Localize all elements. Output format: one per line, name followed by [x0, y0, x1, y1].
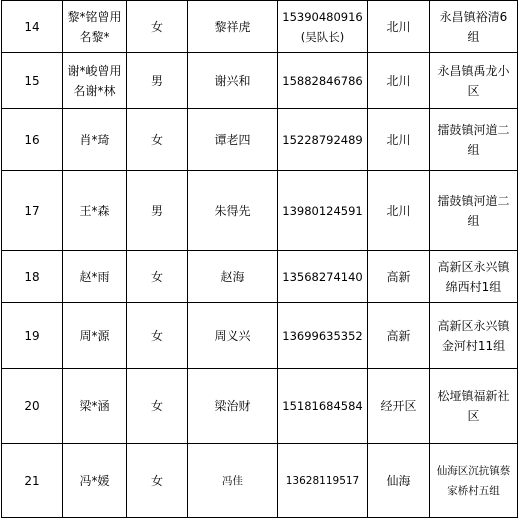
table-row — [2, 251, 518, 303]
table-row — [2, 1, 518, 53]
address: 松垭镇福新社区 — [430, 369, 518, 444]
person-name: 王*森 — [63, 171, 127, 251]
table-body — [2, 1, 518, 518]
table-row — [2, 444, 518, 518]
row-number: 21 — [2, 444, 63, 518]
address: 永昌镇裕清6组 — [430, 1, 518, 53]
table-row — [2, 369, 518, 444]
person-name: 梁*涵 — [63, 369, 127, 444]
gender: 女 — [127, 1, 188, 53]
contact-name: 谢兴和 — [188, 53, 278, 109]
region: 仙海 — [368, 444, 430, 518]
contact-name: 周义兴 — [188, 303, 278, 369]
contact-name: 赵海 — [188, 251, 278, 303]
region: 经开区 — [368, 369, 430, 444]
phone: 15181684584 — [278, 369, 368, 444]
person-name: 谢*峻曾用名谢*林 — [63, 53, 127, 109]
person-name: 周*源 — [63, 303, 127, 369]
phone: 13980124591 — [278, 171, 368, 251]
phone: 15228792489 — [278, 109, 368, 171]
row-number: 15 — [2, 53, 63, 109]
region: 北川 — [368, 109, 430, 171]
row-number: 16 — [2, 109, 63, 171]
region: 高新 — [368, 303, 430, 369]
gender: 女 — [127, 251, 188, 303]
address: 高新区永兴镇金河村11组 — [430, 303, 518, 369]
contact-name: 冯佳 — [188, 444, 278, 518]
gender: 男 — [127, 53, 188, 109]
phone: 13568274140 — [278, 251, 368, 303]
row-number: 14 — [2, 1, 63, 53]
gender: 男 — [127, 171, 188, 251]
address: 擂鼓镇河道二组 — [430, 171, 518, 251]
person-name: 赵*雨 — [63, 251, 127, 303]
contact-name: 谭老四 — [188, 109, 278, 171]
gender: 女 — [127, 109, 188, 171]
phone: 15390480916 (吴队长) — [278, 1, 368, 53]
row-number: 20 — [2, 369, 63, 444]
row-number: 17 — [2, 171, 63, 251]
contact-name: 朱得先 — [188, 171, 278, 251]
phone: 15882846786 — [278, 53, 368, 109]
address: 仙海区沉抗镇蔡家桥村五组 — [430, 444, 518, 518]
student-info-table — [1, 0, 518, 518]
address: 高新区永兴镇绵西村1组 — [430, 251, 518, 303]
region: 高新 — [368, 251, 430, 303]
region: 北川 — [368, 171, 430, 251]
address: 永昌镇禹龙小区 — [430, 53, 518, 109]
phone: 13628119517 — [278, 444, 368, 518]
address: 擂鼓镇河道二组 — [430, 109, 518, 171]
person-name: 冯*媛 — [63, 444, 127, 518]
region: 北川 — [368, 1, 430, 53]
table-row — [2, 109, 518, 171]
table-row — [2, 171, 518, 251]
gender: 女 — [127, 444, 188, 518]
row-number: 18 — [2, 251, 63, 303]
table-row — [2, 303, 518, 369]
table-row — [2, 53, 518, 109]
contact-name: 黎祥虎 — [188, 1, 278, 53]
person-name: 黎*铭曾用名黎* — [63, 1, 127, 53]
gender: 女 — [127, 303, 188, 369]
phone: 13699635352 — [278, 303, 368, 369]
row-number: 19 — [2, 303, 63, 369]
contact-name: 梁治财 — [188, 369, 278, 444]
gender: 女 — [127, 369, 188, 444]
person-name: 肖*琦 — [63, 109, 127, 171]
region: 北川 — [368, 53, 430, 109]
